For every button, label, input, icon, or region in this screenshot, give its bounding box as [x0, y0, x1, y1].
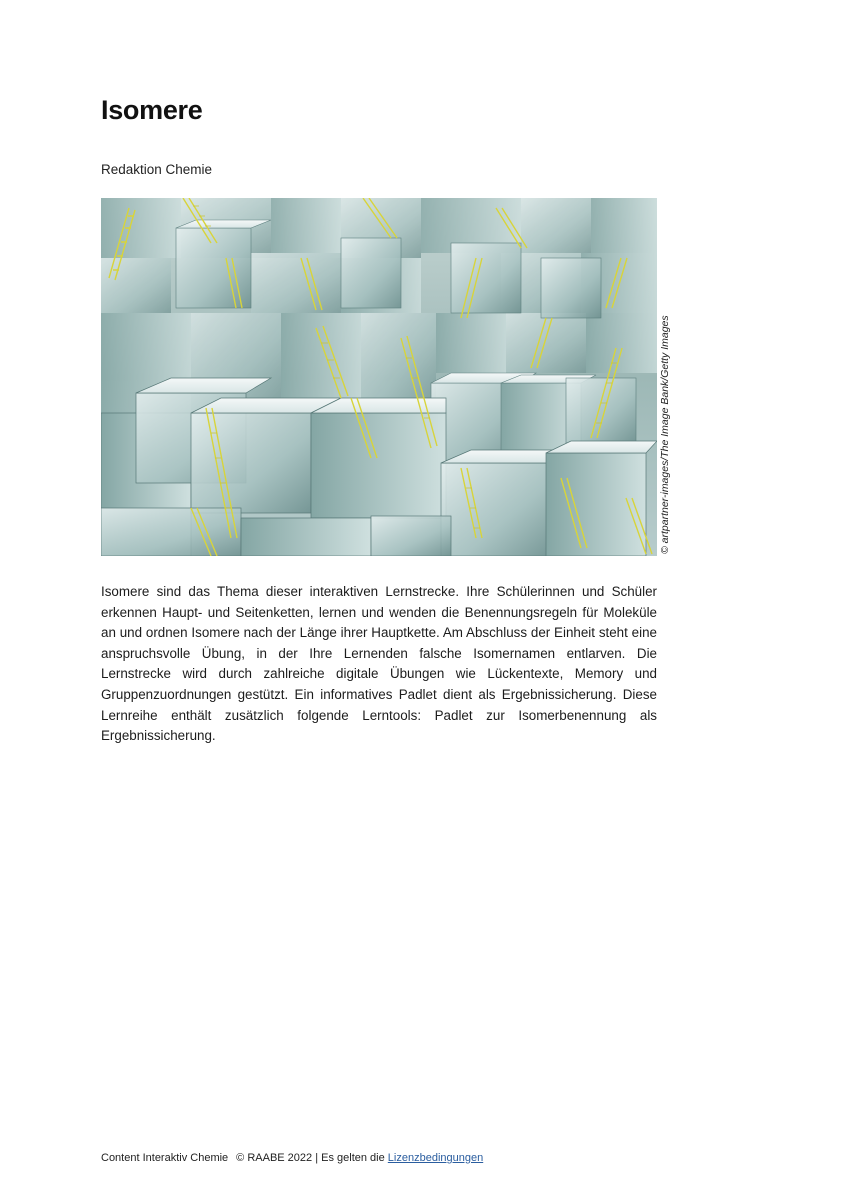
description-paragraph: Isomere sind das Thema dieser interaktiven Lernstrecke. Ihre Schülerinnen und Schüler erkennen Haupt- und Seitenketten, lernen und wenden die Benennungsregeln für Moleküle an und ordnen Isomere nach der Länge ihrer Hauptkette. Am Abschluss der Einheit steht eine anspruchsvolle Übung, in der Ihre Lernenden falsche Isomernamen entlarven. Die Lernstrecke wird durch zahlreiche digitale Übungen wie Lückentexte, Memory und Gruppenzuordnungen gestützt. Ein informatives Padlet dient als Ergebnissicherung. Diese Lernreihe enthält zusätzlich folgende Lerntools: Padlet zur Isomerbenennung als Ergebnissicherung.	[101, 584, 657, 744]
cover-image	[101, 198, 657, 556]
author-line: Redaktion Chemie	[101, 162, 213, 177]
footer-copyright: © RAABE 2022 | Es gelten die	[236, 1152, 385, 1164]
page-title: Isomere	[101, 95, 203, 125]
page-footer	[101, 1152, 483, 1164]
license-link[interactable]: Lizenzbedingungen	[387, 1152, 484, 1164]
image-credit: © artpartner-images/The Image Bank/Getty Images	[659, 315, 671, 554]
footer-product: Content Interaktiv Chemie	[101, 1152, 229, 1164]
